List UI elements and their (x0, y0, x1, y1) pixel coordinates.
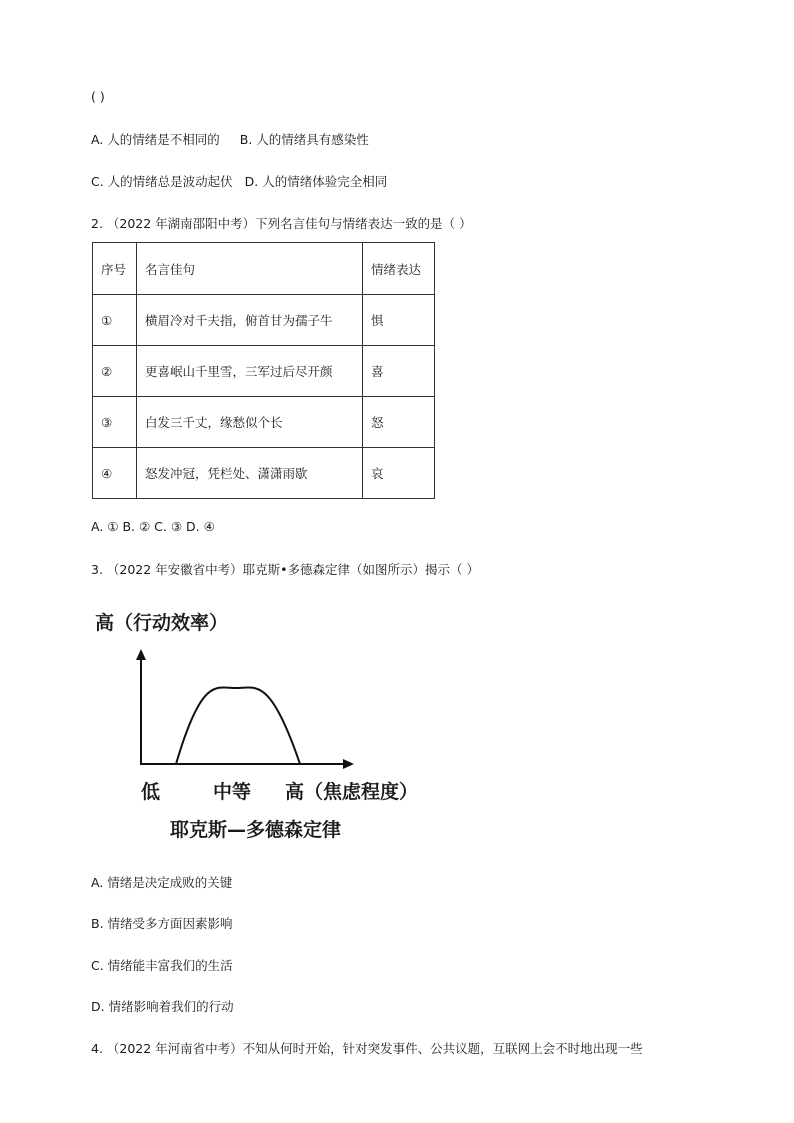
q1-option-b[interactable]: B. 人的情绪具有感染性 (239, 132, 369, 147)
q2-options[interactable]: A. ① B. ② C. ③ D. ④ (91, 519, 215, 534)
figure-x-label-low: 低 (141, 781, 161, 803)
table-row (93, 295, 435, 346)
table-cell: ③ (93, 397, 137, 448)
figure-x-label-high: 高（焦虑程度） (285, 781, 419, 803)
q3-stem: 3. （2022 年安徽省中考）耶克斯•多德森定律（如图所示）揭示（ ） (91, 562, 480, 577)
table-cell: 更喜岷山千里雪，三军过后尽开颜 (137, 346, 363, 397)
q3-option-b[interactable]: B. 情绪受多方面因素影响 (91, 916, 233, 931)
figure-x-label-medium: 中等 (213, 781, 252, 803)
table-row (93, 346, 435, 397)
table-cell: 喜 (363, 346, 435, 397)
table-header-cell: 情绪表达 (363, 243, 435, 295)
q3-option-d[interactable]: D. 情绪影响着我们的行动 (91, 999, 234, 1014)
table-cell: 怒发冲冠，凭栏处、潇潇雨歇 (137, 448, 363, 499)
yerkes-dodson-curve (120, 648, 360, 773)
table-cell: 惧 (363, 295, 435, 346)
table-header-row (93, 243, 435, 295)
table-cell: 横眉冷对千夫指，俯首甘为孺子牛 (137, 295, 363, 346)
table-row (93, 397, 435, 448)
table-header-cell: 名言佳句 (137, 243, 363, 295)
table-row (93, 448, 435, 499)
inverted-u-curve (176, 687, 300, 764)
table-cell: ① (93, 295, 137, 346)
q2-table (92, 242, 435, 499)
q1-option-d[interactable]: D. 人的情绪体验完全相同 (244, 174, 388, 189)
q4-stem: 4. （2022 年河南省中考）不知从何时开始，针对突发事件、公共议题，互联网上会不时地出现一些 (91, 1041, 643, 1056)
figure-caption: 耶克斯—多德森定律 (170, 819, 342, 841)
q3-option-c[interactable]: C. 情绪能丰富我们的生活 (91, 958, 233, 973)
table-cell: ② (93, 346, 137, 397)
q3-option-a[interactable]: A. 情绪是决定成败的关键 (91, 875, 233, 890)
y-axis-arrow-icon (136, 649, 146, 660)
figure-y-axis-label: 高（行动效率） (95, 612, 229, 634)
q1-options-row1 (91, 130, 369, 148)
table-header-cell: 序号 (93, 243, 137, 295)
table-cell: 怒 (363, 397, 435, 448)
q1-option-c[interactable]: C. 人的情绪总是波动起伏 (91, 174, 233, 189)
q1-answer-paren: ( ) (91, 89, 105, 104)
q2-stem: 2. （2022 年湖南邵阳中考）下列名言佳句与情绪表达一致的是（ ） (91, 216, 472, 231)
q1-options-row2 (91, 172, 387, 190)
table-cell: 哀 (363, 448, 435, 499)
table-cell: 白发三千丈，缘愁似个长 (137, 397, 363, 448)
q1-option-a[interactable]: A. 人的情绪是不相同的 (91, 132, 220, 147)
table-cell: ④ (93, 448, 137, 499)
x-axis-arrow-icon (343, 759, 354, 769)
